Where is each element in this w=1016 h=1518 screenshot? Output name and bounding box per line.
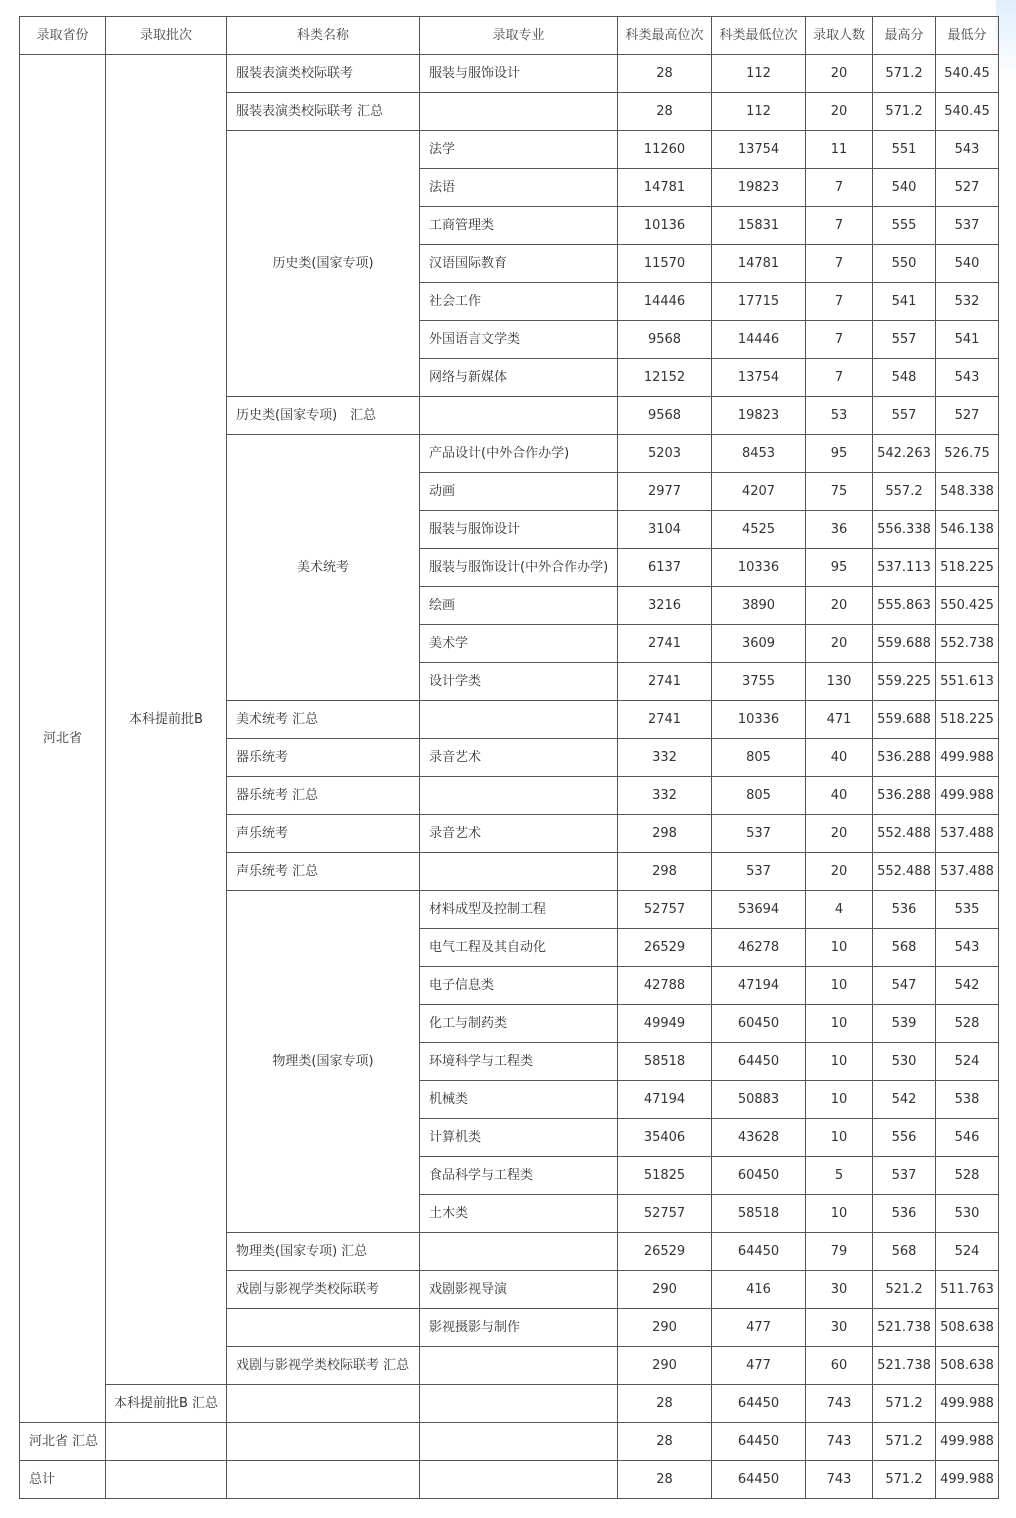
cell-min: 499.988 — [936, 1385, 999, 1423]
cell-low-rank: 15831 — [712, 207, 806, 245]
cell-count: 5 — [806, 1157, 873, 1195]
cell-low-rank: 3755 — [712, 663, 806, 701]
cell-low-rank: 64450 — [712, 1461, 806, 1499]
cell-count: 60 — [806, 1347, 873, 1385]
cell-count: 20 — [806, 587, 873, 625]
header-cell: 录取省份 — [20, 17, 106, 55]
cell-count: 743 — [806, 1461, 873, 1499]
empty-cell — [420, 397, 618, 435]
cell-min: 524 — [936, 1233, 999, 1271]
cell-high-rank: 12152 — [618, 359, 712, 397]
cell-high-rank: 26529 — [618, 929, 712, 967]
cell-count: 40 — [806, 739, 873, 777]
cell-count: 743 — [806, 1423, 873, 1461]
cell-high-rank: 11570 — [618, 245, 712, 283]
cell-count: 95 — [806, 549, 873, 587]
cell-count: 7 — [806, 321, 873, 359]
cell-max: 571.2 — [873, 1461, 936, 1499]
cell-min: 537.488 — [936, 853, 999, 891]
cell-high-rank: 332 — [618, 777, 712, 815]
cell-low-rank: 60450 — [712, 1157, 806, 1195]
cell-low-rank: 4207 — [712, 473, 806, 511]
header-cell: 科类名称 — [227, 17, 420, 55]
major-cell: 法语 — [420, 169, 618, 207]
cell-low-rank: 805 — [712, 777, 806, 815]
cell-min: 499.988 — [936, 1423, 999, 1461]
major-cell: 机械类 — [420, 1081, 618, 1119]
cell-low-rank: 477 — [712, 1309, 806, 1347]
cell-max: 552.488 — [873, 815, 936, 853]
cell-min: 518.225 — [936, 549, 999, 587]
cell-min: 543 — [936, 359, 999, 397]
cell-max: 537.113 — [873, 549, 936, 587]
cell-min: 511.763 — [936, 1271, 999, 1309]
cell-max: 555 — [873, 207, 936, 245]
cell-min: 499.988 — [936, 739, 999, 777]
cell-max: 557 — [873, 397, 936, 435]
cell-max: 571.2 — [873, 1423, 936, 1461]
cell-low-rank: 13754 — [712, 359, 806, 397]
empty-cell — [420, 701, 618, 739]
cell-min: 548.338 — [936, 473, 999, 511]
major-cell: 服装与服饰设计 — [420, 55, 618, 93]
cell-max: 571.2 — [873, 1385, 936, 1423]
cell-low-rank: 3890 — [712, 587, 806, 625]
cell-max: 571.2 — [873, 93, 936, 131]
cell-high-rank: 2741 — [618, 625, 712, 663]
cell-low-rank: 19823 — [712, 169, 806, 207]
cell-count: 743 — [806, 1385, 873, 1423]
cell-high-rank: 52757 — [618, 891, 712, 929]
cell-count: 7 — [806, 207, 873, 245]
major-cell: 土木类 — [420, 1195, 618, 1233]
header-cell: 录取批次 — [106, 17, 227, 55]
cell-high-rank: 49949 — [618, 1005, 712, 1043]
cell-count: 53 — [806, 397, 873, 435]
cell-max: 568 — [873, 1233, 936, 1271]
category-cell: 服装表演类校际联考 — [227, 55, 420, 93]
major-cell: 工商管理类 — [420, 207, 618, 245]
major-cell: 社会工作 — [420, 283, 618, 321]
cell-high-rank: 28 — [618, 1423, 712, 1461]
cell-low-rank: 60450 — [712, 1005, 806, 1043]
grand-total-row — [20, 1461, 999, 1499]
cell-count: 7 — [806, 283, 873, 321]
empty-cell — [106, 1423, 227, 1461]
major-cell: 影视摄影与制作 — [420, 1309, 618, 1347]
cell-low-rank: 8453 — [712, 435, 806, 473]
cell-count: 40 — [806, 777, 873, 815]
cell-low-rank: 58518 — [712, 1195, 806, 1233]
cell-max: 550 — [873, 245, 936, 283]
cell-high-rank: 5203 — [618, 435, 712, 473]
empty-cell — [420, 853, 618, 891]
cell-count: 20 — [806, 625, 873, 663]
cell-low-rank: 477 — [712, 1347, 806, 1385]
cell-min: 526.75 — [936, 435, 999, 473]
cell-high-rank: 11260 — [618, 131, 712, 169]
cell-count: 79 — [806, 1233, 873, 1271]
cell-high-rank: 2977 — [618, 473, 712, 511]
cell-high-rank: 52757 — [618, 1195, 712, 1233]
header-cell: 最高分 — [873, 17, 936, 55]
cell-count: 20 — [806, 815, 873, 853]
empty-cell — [420, 1385, 618, 1423]
cell-high-rank: 2741 — [618, 663, 712, 701]
cell-count: 10 — [806, 1119, 873, 1157]
cell-count: 10 — [806, 1043, 873, 1081]
category-cell: 美术统考 — [227, 435, 420, 701]
province-total-row — [20, 1423, 999, 1461]
category-cell: 物理类(国家专项) — [227, 891, 420, 1233]
empty-cell — [420, 1233, 618, 1271]
empty-cell — [227, 1423, 420, 1461]
empty-cell — [420, 1347, 618, 1385]
major-cell: 电子信息类 — [420, 967, 618, 1005]
cell-max: 536.288 — [873, 777, 936, 815]
category-cell: 历史类(国家专项) — [227, 131, 420, 397]
cell-count: 75 — [806, 473, 873, 511]
cell-low-rank: 64450 — [712, 1423, 806, 1461]
empty-cell — [227, 1461, 420, 1499]
cell-min: 499.988 — [936, 777, 999, 815]
cell-max: 557.2 — [873, 473, 936, 511]
cell-max: 559.225 — [873, 663, 936, 701]
cell-low-rank: 19823 — [712, 397, 806, 435]
cell-count: 30 — [806, 1309, 873, 1347]
cell-low-rank: 64450 — [712, 1043, 806, 1081]
cell-min: 543 — [936, 929, 999, 967]
cell-low-rank: 112 — [712, 55, 806, 93]
cell-max: 548 — [873, 359, 936, 397]
major-cell: 化工与制药类 — [420, 1005, 618, 1043]
cell-min: 551.613 — [936, 663, 999, 701]
cell-count: 20 — [806, 853, 873, 891]
cell-max: 530 — [873, 1043, 936, 1081]
major-cell: 产品设计(中外合作办学) — [420, 435, 618, 473]
cell-count: 36 — [806, 511, 873, 549]
province-cell: 河北省 — [20, 55, 106, 1423]
empty-cell — [420, 93, 618, 131]
batch-total-label: 本科提前批B 汇总 — [106, 1385, 227, 1423]
cell-min: 518.225 — [936, 701, 999, 739]
major-cell: 材料成型及控制工程 — [420, 891, 618, 929]
cell-high-rank: 332 — [618, 739, 712, 777]
cell-high-rank: 47194 — [618, 1081, 712, 1119]
major-cell: 服装与服饰设计 — [420, 511, 618, 549]
empty-cell — [420, 777, 618, 815]
cell-max: 571.2 — [873, 55, 936, 93]
cell-min: 535 — [936, 891, 999, 929]
cell-max: 521.2 — [873, 1271, 936, 1309]
cell-count: 11 — [806, 131, 873, 169]
category-cell: 器乐统考 — [227, 739, 420, 777]
cell-count: 10 — [806, 929, 873, 967]
subtotal-label: 服装表演类校际联考 汇总 — [227, 93, 420, 131]
cell-low-rank: 416 — [712, 1271, 806, 1309]
cell-low-rank: 10336 — [712, 701, 806, 739]
header-cell: 最低分 — [936, 17, 999, 55]
cell-min: 537.488 — [936, 815, 999, 853]
cell-max: 555.863 — [873, 587, 936, 625]
empty-cell — [106, 1461, 227, 1499]
cell-count: 130 — [806, 663, 873, 701]
category-cell — [227, 1309, 420, 1347]
cell-high-rank: 290 — [618, 1309, 712, 1347]
cell-max: 556 — [873, 1119, 936, 1157]
major-cell: 服装与服饰设计(中外合作办学) — [420, 549, 618, 587]
cell-high-rank: 28 — [618, 1385, 712, 1423]
cell-low-rank: 4525 — [712, 511, 806, 549]
cell-high-rank: 9568 — [618, 397, 712, 435]
cell-high-rank: 9568 — [618, 321, 712, 359]
cell-min: 541 — [936, 321, 999, 359]
cell-high-rank: 28 — [618, 55, 712, 93]
cell-min: 524 — [936, 1043, 999, 1081]
cell-count: 10 — [806, 1195, 873, 1233]
cell-min: 527 — [936, 169, 999, 207]
cell-low-rank: 43628 — [712, 1119, 806, 1157]
admission-table — [19, 16, 999, 1499]
cell-low-rank: 53694 — [712, 891, 806, 929]
cell-low-rank: 112 — [712, 93, 806, 131]
header-cell: 科类最低位次 — [712, 17, 806, 55]
cell-low-rank: 3609 — [712, 625, 806, 663]
cell-high-rank: 35406 — [618, 1119, 712, 1157]
cell-max: 539 — [873, 1005, 936, 1043]
major-cell: 录音艺术 — [420, 815, 618, 853]
cell-count: 10 — [806, 1005, 873, 1043]
cell-high-rank: 6137 — [618, 549, 712, 587]
cell-min: 527 — [936, 397, 999, 435]
cell-high-rank: 28 — [618, 93, 712, 131]
cell-max: 542.263 — [873, 435, 936, 473]
cell-high-rank: 298 — [618, 815, 712, 853]
subtotal-label: 声乐统考 汇总 — [227, 853, 420, 891]
cell-max: 559.688 — [873, 701, 936, 739]
major-cell: 计算机类 — [420, 1119, 618, 1157]
cell-high-rank: 58518 — [618, 1043, 712, 1081]
cell-count: 20 — [806, 55, 873, 93]
scroll-shade — [996, 0, 1016, 80]
cell-min: 508.638 — [936, 1347, 999, 1385]
cell-min: 540.45 — [936, 55, 999, 93]
major-cell: 动画 — [420, 473, 618, 511]
cell-high-rank: 290 — [618, 1271, 712, 1309]
cell-max: 541 — [873, 283, 936, 321]
cell-low-rank: 13754 — [712, 131, 806, 169]
cell-low-rank: 537 — [712, 815, 806, 853]
cell-min: 542 — [936, 967, 999, 1005]
cell-min: 528 — [936, 1157, 999, 1195]
cell-low-rank: 10336 — [712, 549, 806, 587]
subtotal-label: 美术统考 汇总 — [227, 701, 420, 739]
cell-count: 7 — [806, 359, 873, 397]
cell-count: 30 — [806, 1271, 873, 1309]
cell-low-rank: 46278 — [712, 929, 806, 967]
cell-max: 521.738 — [873, 1347, 936, 1385]
cell-min: 532 — [936, 283, 999, 321]
cell-max: 547 — [873, 967, 936, 1005]
cell-min: 543 — [936, 131, 999, 169]
cell-max: 540 — [873, 169, 936, 207]
cell-min: 499.988 — [936, 1461, 999, 1499]
cell-min: 546 — [936, 1119, 999, 1157]
header-cell: 科类最高位次 — [618, 17, 712, 55]
cell-max: 568 — [873, 929, 936, 967]
cell-min: 528 — [936, 1005, 999, 1043]
cell-count: 10 — [806, 967, 873, 1005]
cell-count: 471 — [806, 701, 873, 739]
cell-min: 552.738 — [936, 625, 999, 663]
subtotal-label: 器乐统考 汇总 — [227, 777, 420, 815]
cell-min: 550.425 — [936, 587, 999, 625]
major-cell: 录音艺术 — [420, 739, 618, 777]
subtotal-label: 戏剧与影视学类校际联考 汇总 — [227, 1347, 420, 1385]
cell-low-rank: 14446 — [712, 321, 806, 359]
cell-high-rank: 26529 — [618, 1233, 712, 1271]
cell-high-rank: 10136 — [618, 207, 712, 245]
cell-high-rank: 28 — [618, 1461, 712, 1499]
cell-max: 559.688 — [873, 625, 936, 663]
major-cell: 戏剧影视导演 — [420, 1271, 618, 1309]
cell-max: 552.488 — [873, 853, 936, 891]
batch-cell: 本科提前批B — [106, 55, 227, 1385]
major-cell: 设计学类 — [420, 663, 618, 701]
cell-min: 537 — [936, 207, 999, 245]
major-cell: 电气工程及其自动化 — [420, 929, 618, 967]
cell-low-rank: 64450 — [712, 1233, 806, 1271]
cell-count: 20 — [806, 93, 873, 131]
cell-low-rank: 47194 — [712, 967, 806, 1005]
cell-high-rank: 42788 — [618, 967, 712, 1005]
cell-max: 536.288 — [873, 739, 936, 777]
major-cell: 环境科学与工程类 — [420, 1043, 618, 1081]
cell-max: 542 — [873, 1081, 936, 1119]
cell-max: 556.338 — [873, 511, 936, 549]
cell-low-rank: 17715 — [712, 283, 806, 321]
empty-cell — [420, 1423, 618, 1461]
empty-cell — [227, 1385, 420, 1423]
cell-high-rank: 14781 — [618, 169, 712, 207]
cell-count: 95 — [806, 435, 873, 473]
cell-max: 557 — [873, 321, 936, 359]
cell-max: 536 — [873, 891, 936, 929]
major-cell: 美术学 — [420, 625, 618, 663]
category-cell: 声乐统考 — [227, 815, 420, 853]
major-cell: 网络与新媒体 — [420, 359, 618, 397]
cell-low-rank: 50883 — [712, 1081, 806, 1119]
province-total-label: 河北省 汇总 — [20, 1423, 106, 1461]
cell-high-rank: 290 — [618, 1347, 712, 1385]
major-cell: 绘画 — [420, 587, 618, 625]
table-row — [20, 55, 999, 93]
cell-min: 540 — [936, 245, 999, 283]
cell-min: 508.638 — [936, 1309, 999, 1347]
cell-count: 4 — [806, 891, 873, 929]
cell-high-rank: 3216 — [618, 587, 712, 625]
grand-total-label: 总计 — [20, 1461, 106, 1499]
cell-count: 7 — [806, 169, 873, 207]
cell-high-rank: 2741 — [618, 701, 712, 739]
cell-low-rank: 805 — [712, 739, 806, 777]
cell-low-rank: 14781 — [712, 245, 806, 283]
cell-max: 521.738 — [873, 1309, 936, 1347]
cell-max: 536 — [873, 1195, 936, 1233]
cell-min: 540.45 — [936, 93, 999, 131]
header-cell: 录取人数 — [806, 17, 873, 55]
cell-high-rank: 3104 — [618, 511, 712, 549]
batch-total-row — [20, 1385, 999, 1423]
major-cell: 食品科学与工程类 — [420, 1157, 618, 1195]
major-cell: 外国语言文学类 — [420, 321, 618, 359]
major-cell: 汉语国际教育 — [420, 245, 618, 283]
cell-high-rank: 51825 — [618, 1157, 712, 1195]
subtotal-label: 历史类(国家专项) 汇总 — [227, 397, 420, 435]
empty-cell — [420, 1461, 618, 1499]
cell-high-rank: 298 — [618, 853, 712, 891]
subtotal-label: 物理类(国家专项) 汇总 — [227, 1233, 420, 1271]
cell-max: 551 — [873, 131, 936, 169]
cell-low-rank: 537 — [712, 853, 806, 891]
cell-count: 7 — [806, 245, 873, 283]
cell-max: 537 — [873, 1157, 936, 1195]
header-row — [20, 17, 999, 55]
cell-min: 530 — [936, 1195, 999, 1233]
cell-low-rank: 64450 — [712, 1385, 806, 1423]
cell-high-rank: 14446 — [618, 283, 712, 321]
cell-min: 538 — [936, 1081, 999, 1119]
category-cell: 戏剧与影视学类校际联考 — [227, 1271, 420, 1309]
cell-min: 546.138 — [936, 511, 999, 549]
cell-count: 10 — [806, 1081, 873, 1119]
header-cell: 录取专业 — [420, 17, 618, 55]
major-cell: 法学 — [420, 131, 618, 169]
